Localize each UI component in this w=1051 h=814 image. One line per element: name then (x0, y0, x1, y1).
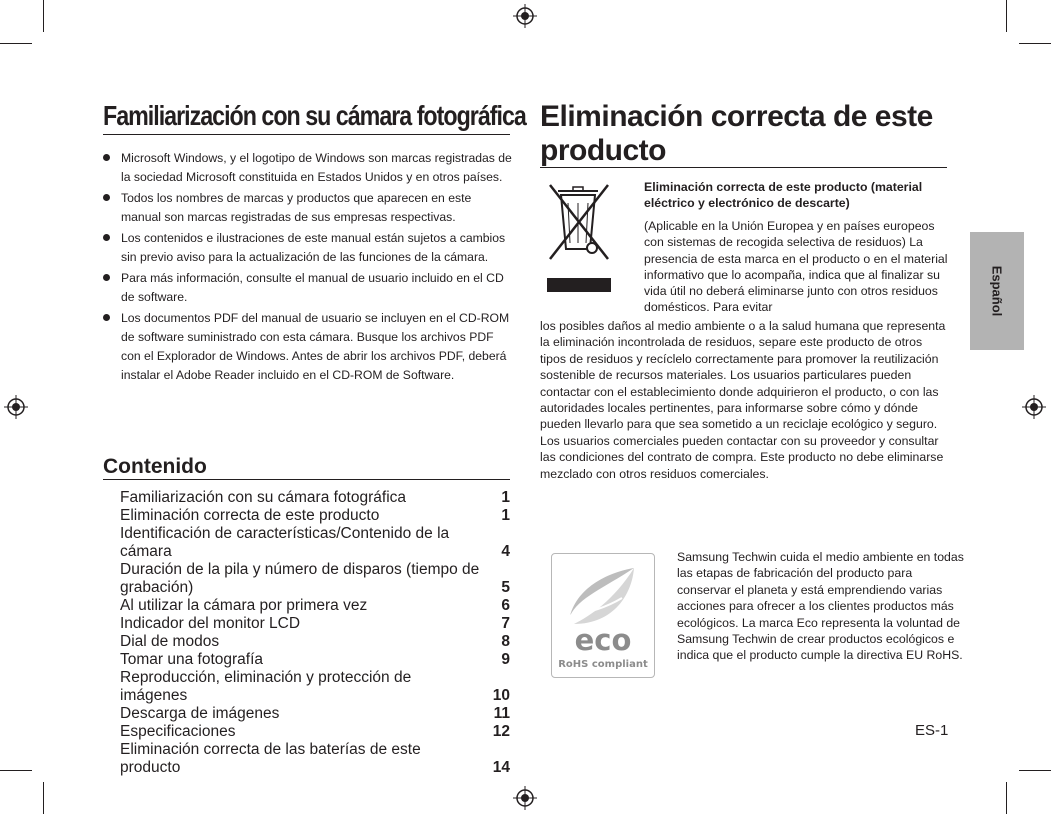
bullet-icon (103, 154, 110, 161)
crop-mark (43, 782, 44, 814)
crop-mark (1019, 43, 1051, 44)
eco-rohs-logo (551, 553, 655, 678)
bullet-icon (103, 314, 110, 321)
registration-mark-icon (1022, 395, 1046, 419)
list-item: Los documentos PDF del manual de usuario se incluyen en el CD-ROM de software suministrado con esta cámara. Busque los archivos PDF con el Explorador de Windows. Antes de abrir los archivos PDF, deberá instalar el Adobe Reader incluido en el CD-ROM de Software. (103, 309, 513, 385)
contents-underline (103, 479, 510, 480)
registration-mark-icon (513, 4, 537, 28)
toc-entry[interactable]: Especificaciones 12 (120, 723, 510, 740)
crop-mark (0, 43, 32, 44)
crossed-out-bin-icon (546, 181, 612, 292)
toc-entry[interactable]: Identificación de características/Contenido de la cámara 4 (120, 525, 510, 560)
list-item: Los contenidos e ilustraciones de este manual están sujetos a cambios sin previo aviso para la actualización de las funciones de la cámara. (103, 229, 513, 267)
toc-entry[interactable]: Dial de modos 8 (120, 633, 510, 650)
title-underline (540, 167, 947, 168)
toc-entry[interactable]: Indicador del monitor LCD 7 (120, 615, 510, 632)
weee-paragraph-bottom: los posibles daños al medio ambiente o a la salud humana que representa la eliminación incontrolada de residuos, separe este producto de otros tipos de residuos y recíclelo correctamente para promover la reutilización sostenible de recursos materiales. Los usuarios particulares pueden contactar con el establecimiento donde adquirieron el producto, o con las autoridades locales pertinentes, para informarse sobre cómo y dónde pueden llevarlo para que sea sometido a un reciclaje ecológico y seguro. Los usuarios comerciales pueden contactar con su proveedor y consultar las condiciones del contrato de compra. Este producto no debe eliminarse mezclado con otros residuos comerciales. (540, 319, 946, 481)
weee-paragraph-top: (Aplicable en la Unión Europea y en países europeos con sistemas de recogida selectiva de residuos) La presencia de esta marca en el producto o en el material informativo que lo acompaña, indica que al finalizar su vida útil no deberá eliminarse junto con otros residuos domésticos. Para evitar (644, 219, 948, 315)
toc-entry[interactable]: Reproducción, eliminación y protección de imágenes 10 (120, 669, 510, 704)
registration-mark-icon (4, 395, 28, 419)
eco-description: Samsung Techwin cuida el medio ambiente en todas las etapas de fabricación del producto para conservar el planeta y está emprendiendo varias acciones para ofrecer a los clientes productos más ecológicos. La marca Eco representa la voluntad de Samsung Techwin de crear productos ecológicos e indica que el producto cumple la directiva EU RoHS. (677, 550, 964, 663)
eco-word: eco (574, 623, 632, 657)
crop-mark (1006, 782, 1007, 814)
info-bullet-list (103, 149, 513, 387)
list-item: Todos los nombres de marcas y productos que aparecen en este manual son marcas registradas de sus empresas respectivas. (103, 189, 513, 227)
contents-title: Contenido (103, 455, 207, 478)
right-section-title: Eliminación correcta de este producto (540, 100, 933, 167)
bullet-icon (103, 194, 110, 201)
language-tab (970, 232, 1024, 350)
toc-entry[interactable]: Familiarización con su cámara fotográfica 1 (120, 489, 510, 506)
toc-entry[interactable]: Tomar una fotografía 9 (120, 651, 510, 668)
bullet-icon (103, 274, 110, 281)
toc-entry[interactable]: Duración de la pila y número de disparos (tiempo de grabación) 5 (120, 561, 510, 596)
page-number: ES-1 (915, 722, 949, 739)
title-underline (103, 134, 510, 135)
table-of-contents (120, 489, 510, 777)
toc-entry[interactable]: Eliminación correcta de las baterías de este producto 14 (120, 741, 510, 776)
crop-mark (1006, 0, 1007, 32)
crop-mark (0, 770, 32, 771)
toc-entry[interactable]: Descarga de imágenes 11 (120, 705, 510, 722)
registration-mark-icon (513, 786, 537, 810)
list-item: Para más información, consulte el manual de usuario incluido en el CD de software. (103, 269, 513, 307)
left-section-title: Familiarización con su cámara fotográfica (103, 100, 526, 131)
list-item: Microsoft Windows, y el logotipo de Windows son marcas registradas de la sociedad Microsoft constituida en Estados Unidos y en otros países. (103, 149, 513, 187)
crop-mark (43, 0, 44, 32)
toc-entry[interactable]: Al utilizar la cámara por primera vez 6 (120, 597, 510, 614)
crop-mark (1019, 770, 1051, 771)
toc-entry[interactable]: Eliminación correcta de este producto 1 (120, 507, 510, 524)
weee-subtitle: Eliminación correcta de este producto (material eléctrico y electrónico de descarte) (644, 180, 923, 210)
language-tab-label: Español (989, 265, 1005, 317)
rohs-caption: RoHS compliant (558, 659, 648, 670)
bullet-icon (103, 234, 110, 241)
eco-leaf-icon (552, 554, 654, 677)
